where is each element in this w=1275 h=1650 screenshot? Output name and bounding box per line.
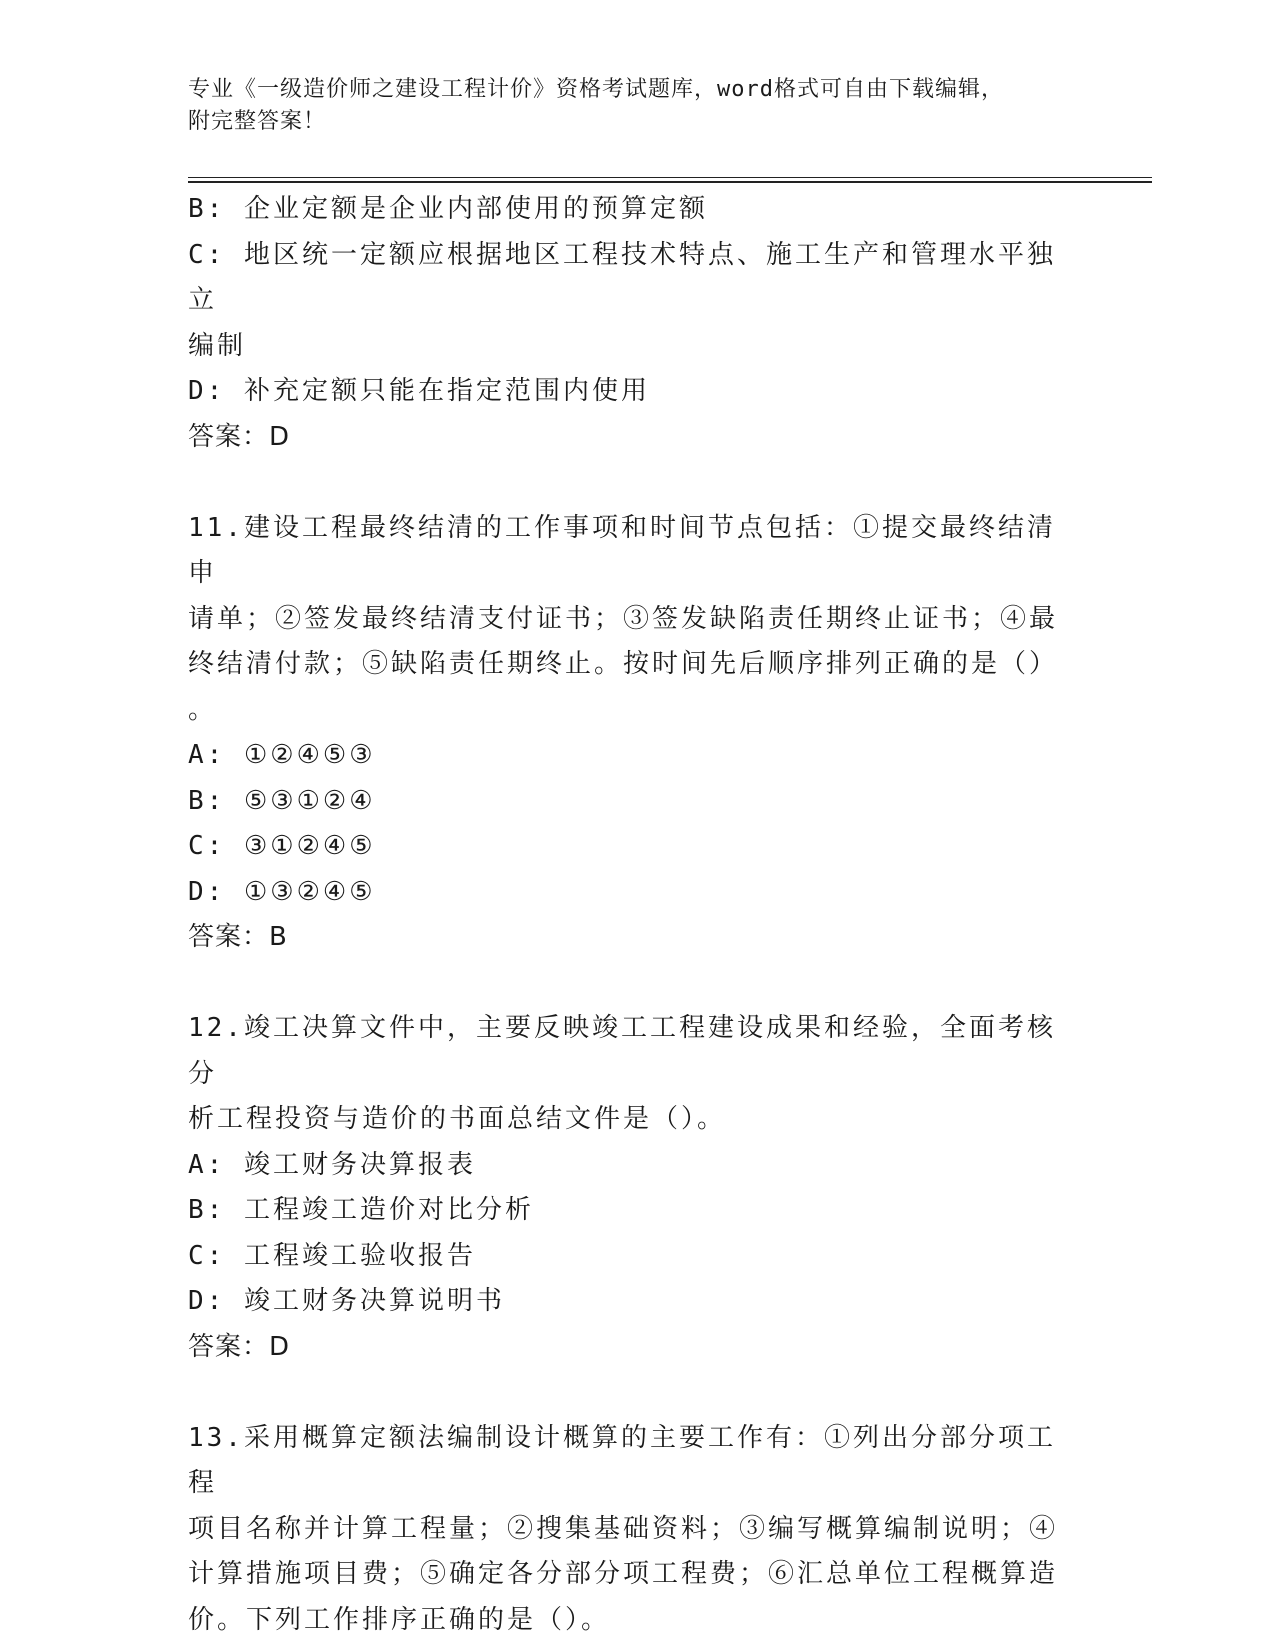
option-c: C: 工程竣工验收报告 <box>188 1240 476 1271</box>
option-d: D: ①③②④⑤ <box>188 876 376 907</box>
option-a: A: 竣工财务决算报表 <box>188 1149 476 1180</box>
question-text: 请单；②签发最终结清支付证书；③签发缺陷责任期终止证书；④最 <box>188 603 1059 634</box>
option-c: C: 地区统一定额应根据地区工程技术特点、施工生产和管理水平独立 <box>188 239 1056 315</box>
question-text: 。 <box>188 694 218 725</box>
question-13 <box>188 1416 1068 1644</box>
answer: 答案：D <box>188 1331 291 1362</box>
option-c: C: ③①②④⑤ <box>188 831 376 861</box>
question-text: 析工程投资与造价的书面总结文件是（）。 <box>188 1104 727 1134</box>
answer: 答案：B <box>188 922 288 952</box>
answer: 答案：D <box>188 421 291 452</box>
option-d: D: 补充定额只能在指定范围内使用 <box>188 376 650 406</box>
question-text: 价。下列工作排序正确的是（）。 <box>188 1604 611 1635</box>
option-c-continued: 编制 <box>188 330 247 361</box>
header-divider-thick <box>188 181 1152 183</box>
question-12 <box>188 1006 1068 1370</box>
header-line: 附完整答案！ <box>188 109 327 134</box>
question-content <box>188 187 1068 1643</box>
header-line: 专业《一级造价师之建设工程计价》资格考试题库，word格式可自由下载编辑， <box>188 77 1004 102</box>
option-b: B: ⑤③①②④ <box>188 785 376 816</box>
spacer <box>188 961 1068 1007</box>
option-a: A: ①②④⑤③ <box>188 740 376 770</box>
question-text: 项目名称并计算工程量；②搜集基础资料；③编写概算编制说明；④ <box>188 1513 1059 1544</box>
question-text: 13.采用概算定额法编制设计概算的主要工作有：①列出分部分项工程 <box>188 1422 1056 1498</box>
header-divider <box>188 177 1152 178</box>
page-header <box>188 74 1088 138</box>
question-text: 12.竣工决算文件中，主要反映竣工工程建设成果和经验，全面考核分 <box>188 1013 1056 1089</box>
previous-question <box>188 187 1068 460</box>
option-d: D: 竣工财务决算说明书 <box>188 1286 505 1316</box>
spacer <box>188 1370 1068 1416</box>
question-text: 计算措施项目费；⑤确定各分部分项工程费；⑥汇总单位工程概算造 <box>188 1559 1059 1589</box>
spacer <box>188 460 1068 506</box>
question-text: 终结清付款；⑤缺陷责任期终止。按时间先后顺序排列正确的是（） <box>188 649 1059 679</box>
option-b: B: 企业定额是企业内部使用的预算定额 <box>188 194 708 224</box>
question-text: 11.建设工程最终结清的工作事项和时间节点包括：①提交最终结清申 <box>188 512 1056 588</box>
option-b: B: 工程竣工造价对比分析 <box>188 1195 534 1225</box>
question-11 <box>188 506 1068 961</box>
